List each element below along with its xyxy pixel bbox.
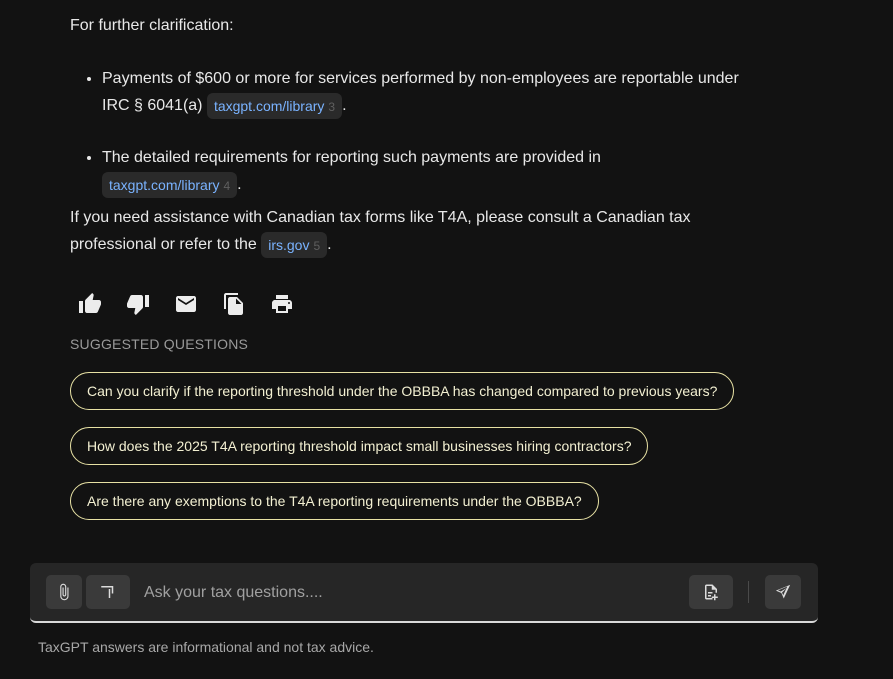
paragraph-trailing: . [327,236,332,253]
document-add-button[interactable] [689,575,733,609]
copy-icon [222,292,246,316]
send-icon [774,583,792,601]
answer-actions [78,291,318,317]
send-button[interactable] [765,575,801,609]
email-icon [174,292,198,316]
document-add-icon [702,583,720,601]
composer-divider [748,581,749,603]
citation-link[interactable] [102,172,237,198]
suggested-questions-title: SUGGESTED QUESTIONS [70,336,249,352]
attach-button[interactable] [46,575,82,609]
print-icon [270,292,294,316]
thumbs-up-icon [78,292,102,316]
dislike-button[interactable] [126,291,174,317]
disclaimer-text: TaxGPT answers are informational and not tax advice. [38,639,374,655]
chat-input[interactable] [142,577,676,609]
citation-label: irs.gov [268,236,310,253]
citation-number: 3 [328,99,336,114]
citation-number: 5 [313,238,321,253]
citation-label: taxgpt.com/library [213,97,325,114]
corner-icon [99,583,117,601]
citation-label: taxgpt.com/library [109,176,220,193]
answer-bullet-list [70,65,750,198]
tool-button[interactable] [86,575,130,609]
paragraph-text: If you need assistance with Canadian tax forms like T4A, please consult a Canadian tax professional or refer to the [70,209,691,253]
bullet-text: Payments of $600 or more for services performed by non-employees are reportable under IRC § 6041(a) [102,70,739,114]
paperclip-icon [55,583,73,601]
citation-link[interactable] [207,93,342,119]
chat-composer [30,563,818,623]
suggested-question-chip[interactable]: Can you clarify if the reporting threshold under the OBBBA has changed compared to previous years? [70,372,734,410]
suggested-question-chip[interactable]: Are there any exemptions to the T4A reporting requirements under the OBBBA? [70,482,599,520]
answer-intro: For further clarification: [70,17,234,34]
list-item [102,144,750,198]
email-button[interactable] [174,291,222,317]
like-button[interactable] [78,291,126,317]
answer-paragraph [70,204,750,258]
bullet-trailing: . [342,97,347,114]
thumbs-down-icon [126,292,150,316]
copy-button[interactable] [222,291,270,317]
citation-link[interactable] [261,232,327,258]
bullet-trailing: . [237,176,242,193]
citation-number: 4 [223,178,231,193]
bullet-text: The detailed requirements for reporting such payments are provided in [102,149,601,166]
list-item [102,65,750,119]
print-button[interactable] [270,291,318,317]
suggested-question-chip[interactable]: How does the 2025 T4A reporting threshold impact small businesses hiring contractors? [70,427,648,465]
assistant-answer [70,12,750,258]
